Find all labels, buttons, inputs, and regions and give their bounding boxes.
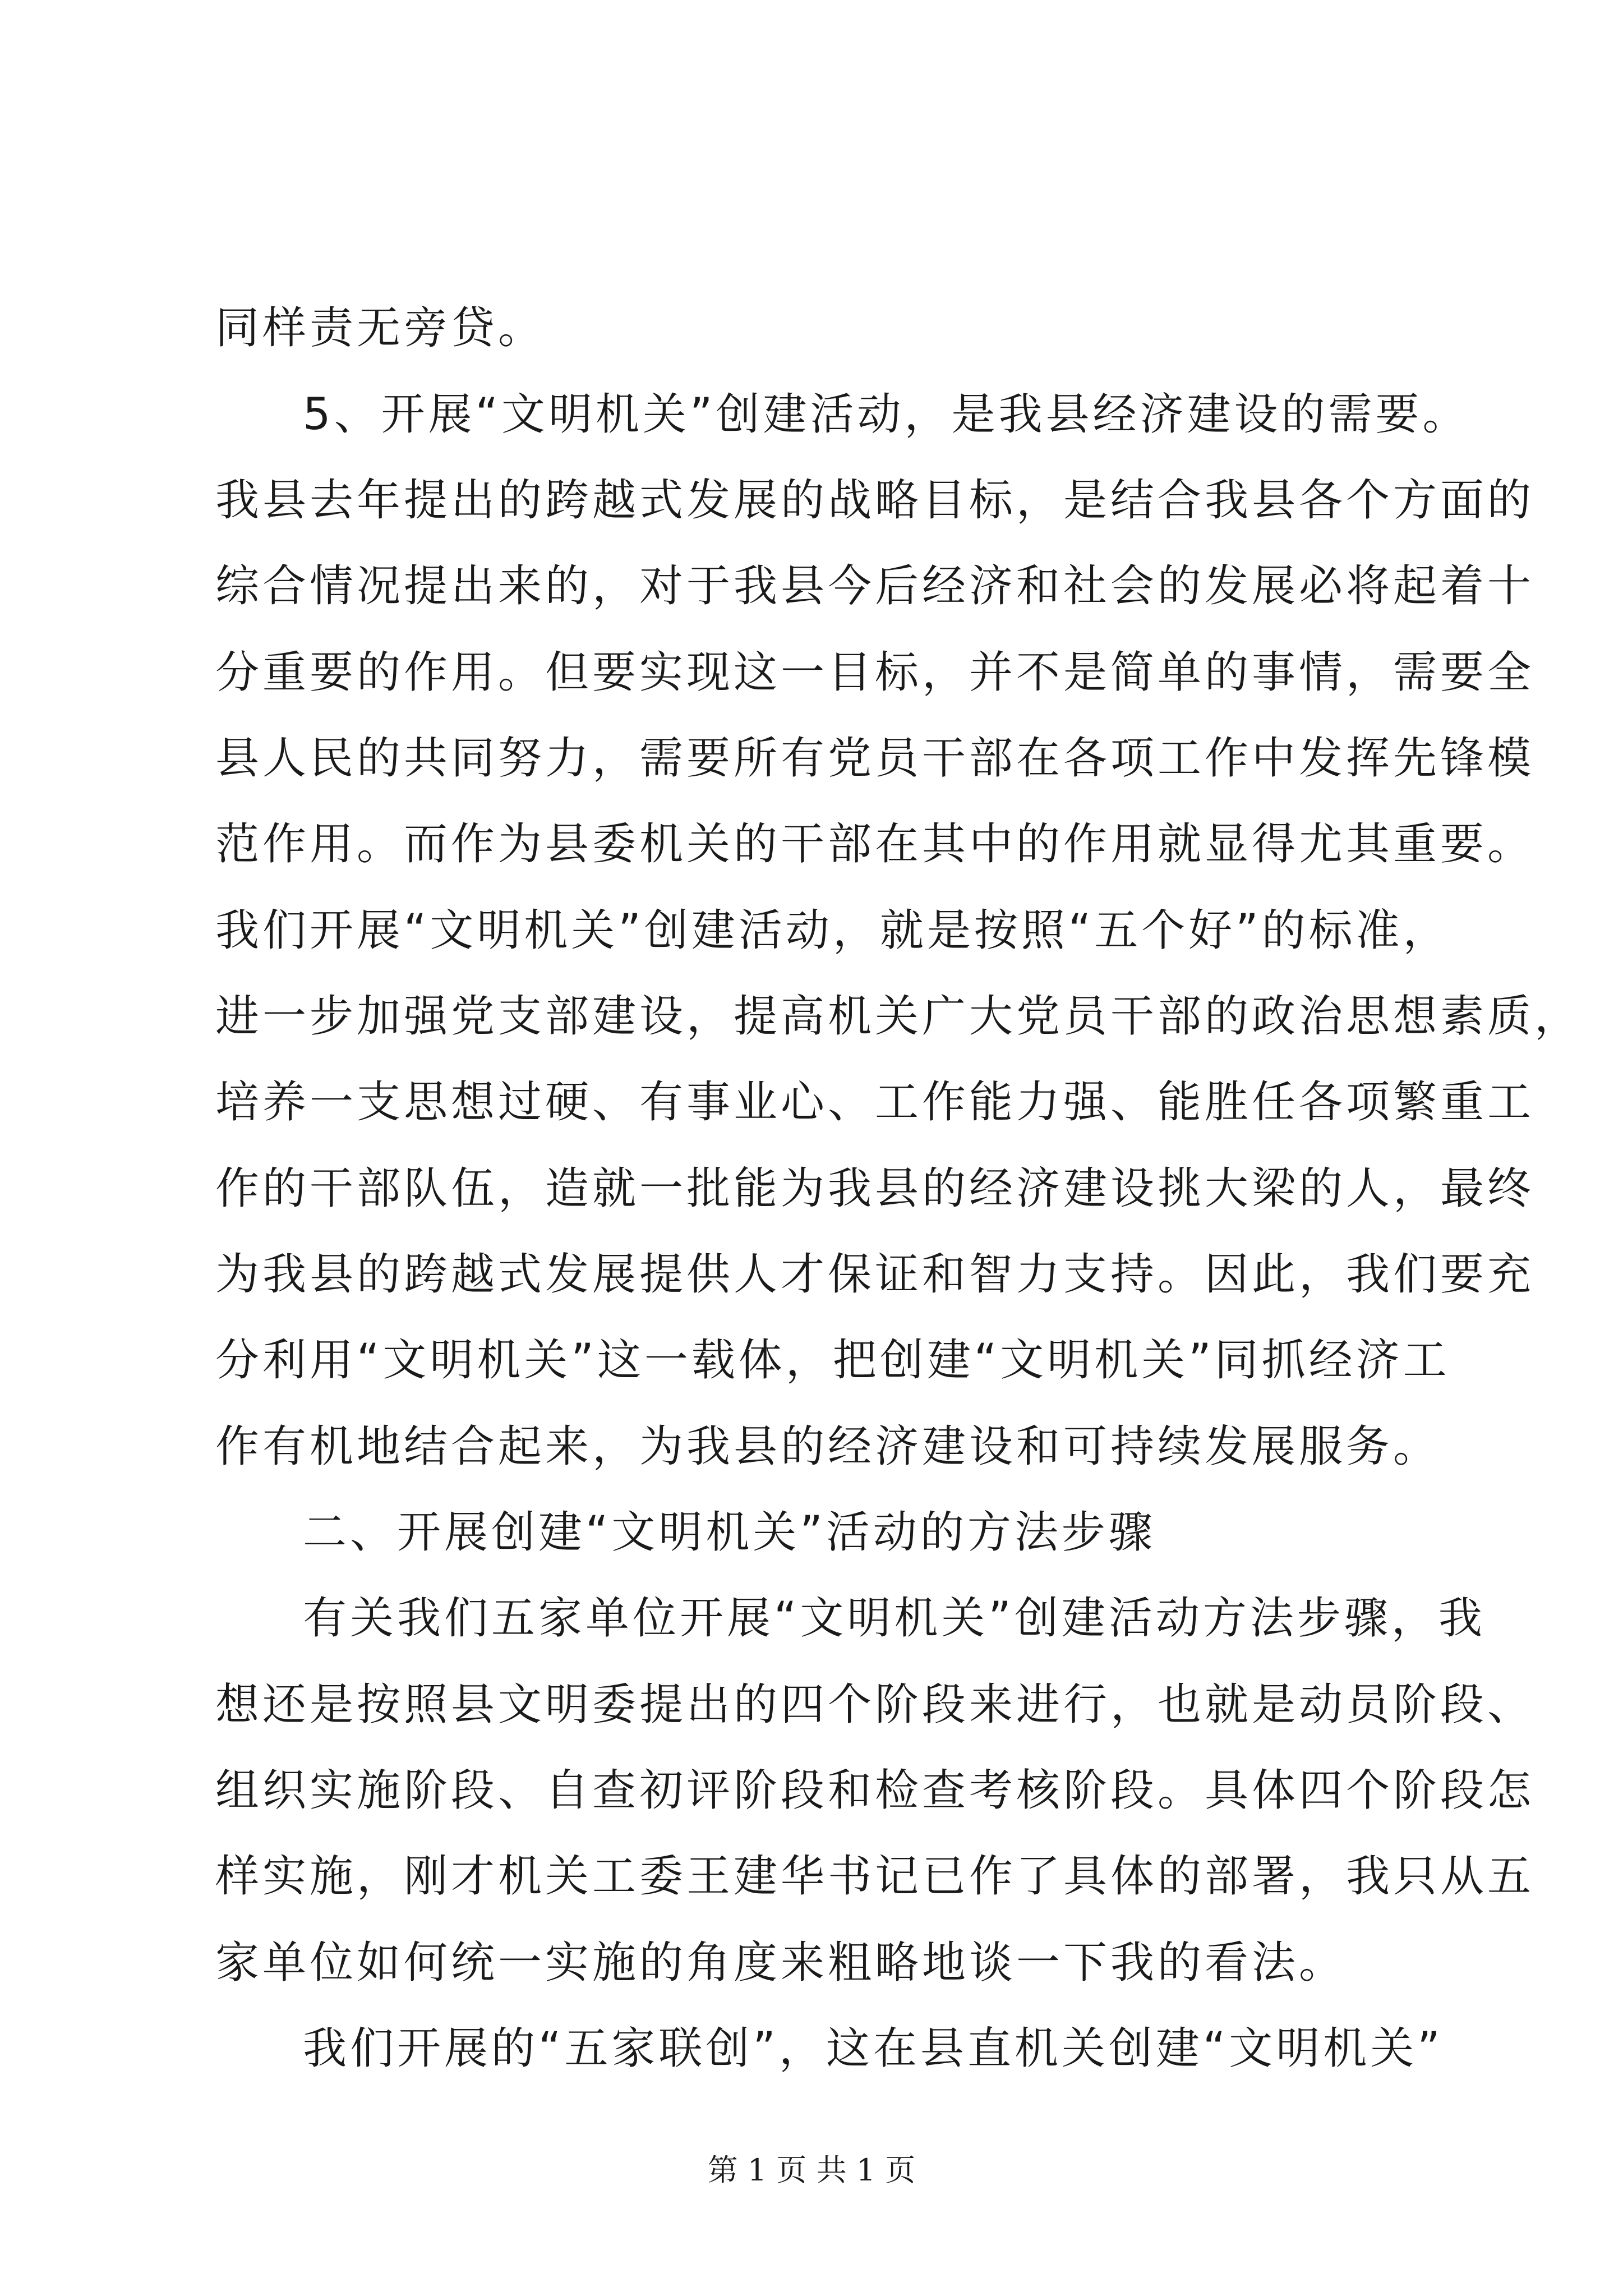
text-line: 我县去年提出的跨越式发展的战略目标，是结合我县各个方面的	[215, 475, 1535, 526]
text-line: 为我县的跨越式发展提供人才保证和智力支持。因此，我们要充	[215, 1249, 1535, 1300]
text-line: 同样责无旁贷。	[215, 303, 546, 353]
text-line: 作有机地结合起来，为我县的经济建设和可持续发展服务。	[215, 1421, 1441, 1472]
text-line: 有关我们五家单位开展“文明机关”创建活动方法步骤，我	[303, 1593, 1486, 1644]
text-line: 分利用“文明机关”这一载体，把创建“文明机关”同抓经济工	[215, 1335, 1450, 1386]
text-line: 培养一支思想过硬、有事业心、工作能力强、能胜任各项繁重工	[215, 1077, 1535, 1128]
text-line: 我们开展“文明机关”创建活动，就是按照“五个好”的标准，	[215, 905, 1450, 956]
text-line: 5、开展“文明机关”创建活动，是我县经济建设的需要。	[303, 389, 1470, 440]
text-line: 县人民的共同努力，需要所有党员干部在各项工作中发挥先锋模	[215, 733, 1535, 784]
text-line: 我们开展的“五家联创”，这在县直机关创建“文明机关”	[303, 2023, 1444, 2074]
text-line: 想还是按照县文明委提出的四个阶段来进行，也就是动员阶段、	[215, 1680, 1535, 1730]
text-line: 范作用。而作为县委机关的干部在其中的作用就显得尤其重要。	[215, 819, 1535, 869]
text-line: 分重要的作用。但要实现这一目标，并不是简单的事情，需要全	[215, 647, 1535, 698]
text-line: 作的干部队伍，造就一批能为我县的经济建设挑大梁的人，最终	[215, 1163, 1535, 1214]
text-line: 样实施，刚才机关工委王建华书记已作了具体的部署，我只从五	[215, 1851, 1535, 1902]
text-line: 家单位如何统一实施的角度来粗略地谈一下我的看法。	[215, 1938, 1347, 1988]
section-heading: 二、开展创建“文明机关”活动的方法步骤	[303, 1507, 1156, 1558]
text-line: 组织实施阶段、自查初评阶段和检查考核阶段。具体四个阶段怎	[215, 1765, 1535, 1816]
text-line: 综合情况提出来的，对于我县今后经济和社会的发展必将起着十	[215, 561, 1535, 611]
text-line: 进一步加强党支部建设，提高机关广大党员干部的政治思想素质，	[215, 991, 1582, 1042]
page-footer: 第 1 页 共 1 页	[707, 2152, 916, 2188]
